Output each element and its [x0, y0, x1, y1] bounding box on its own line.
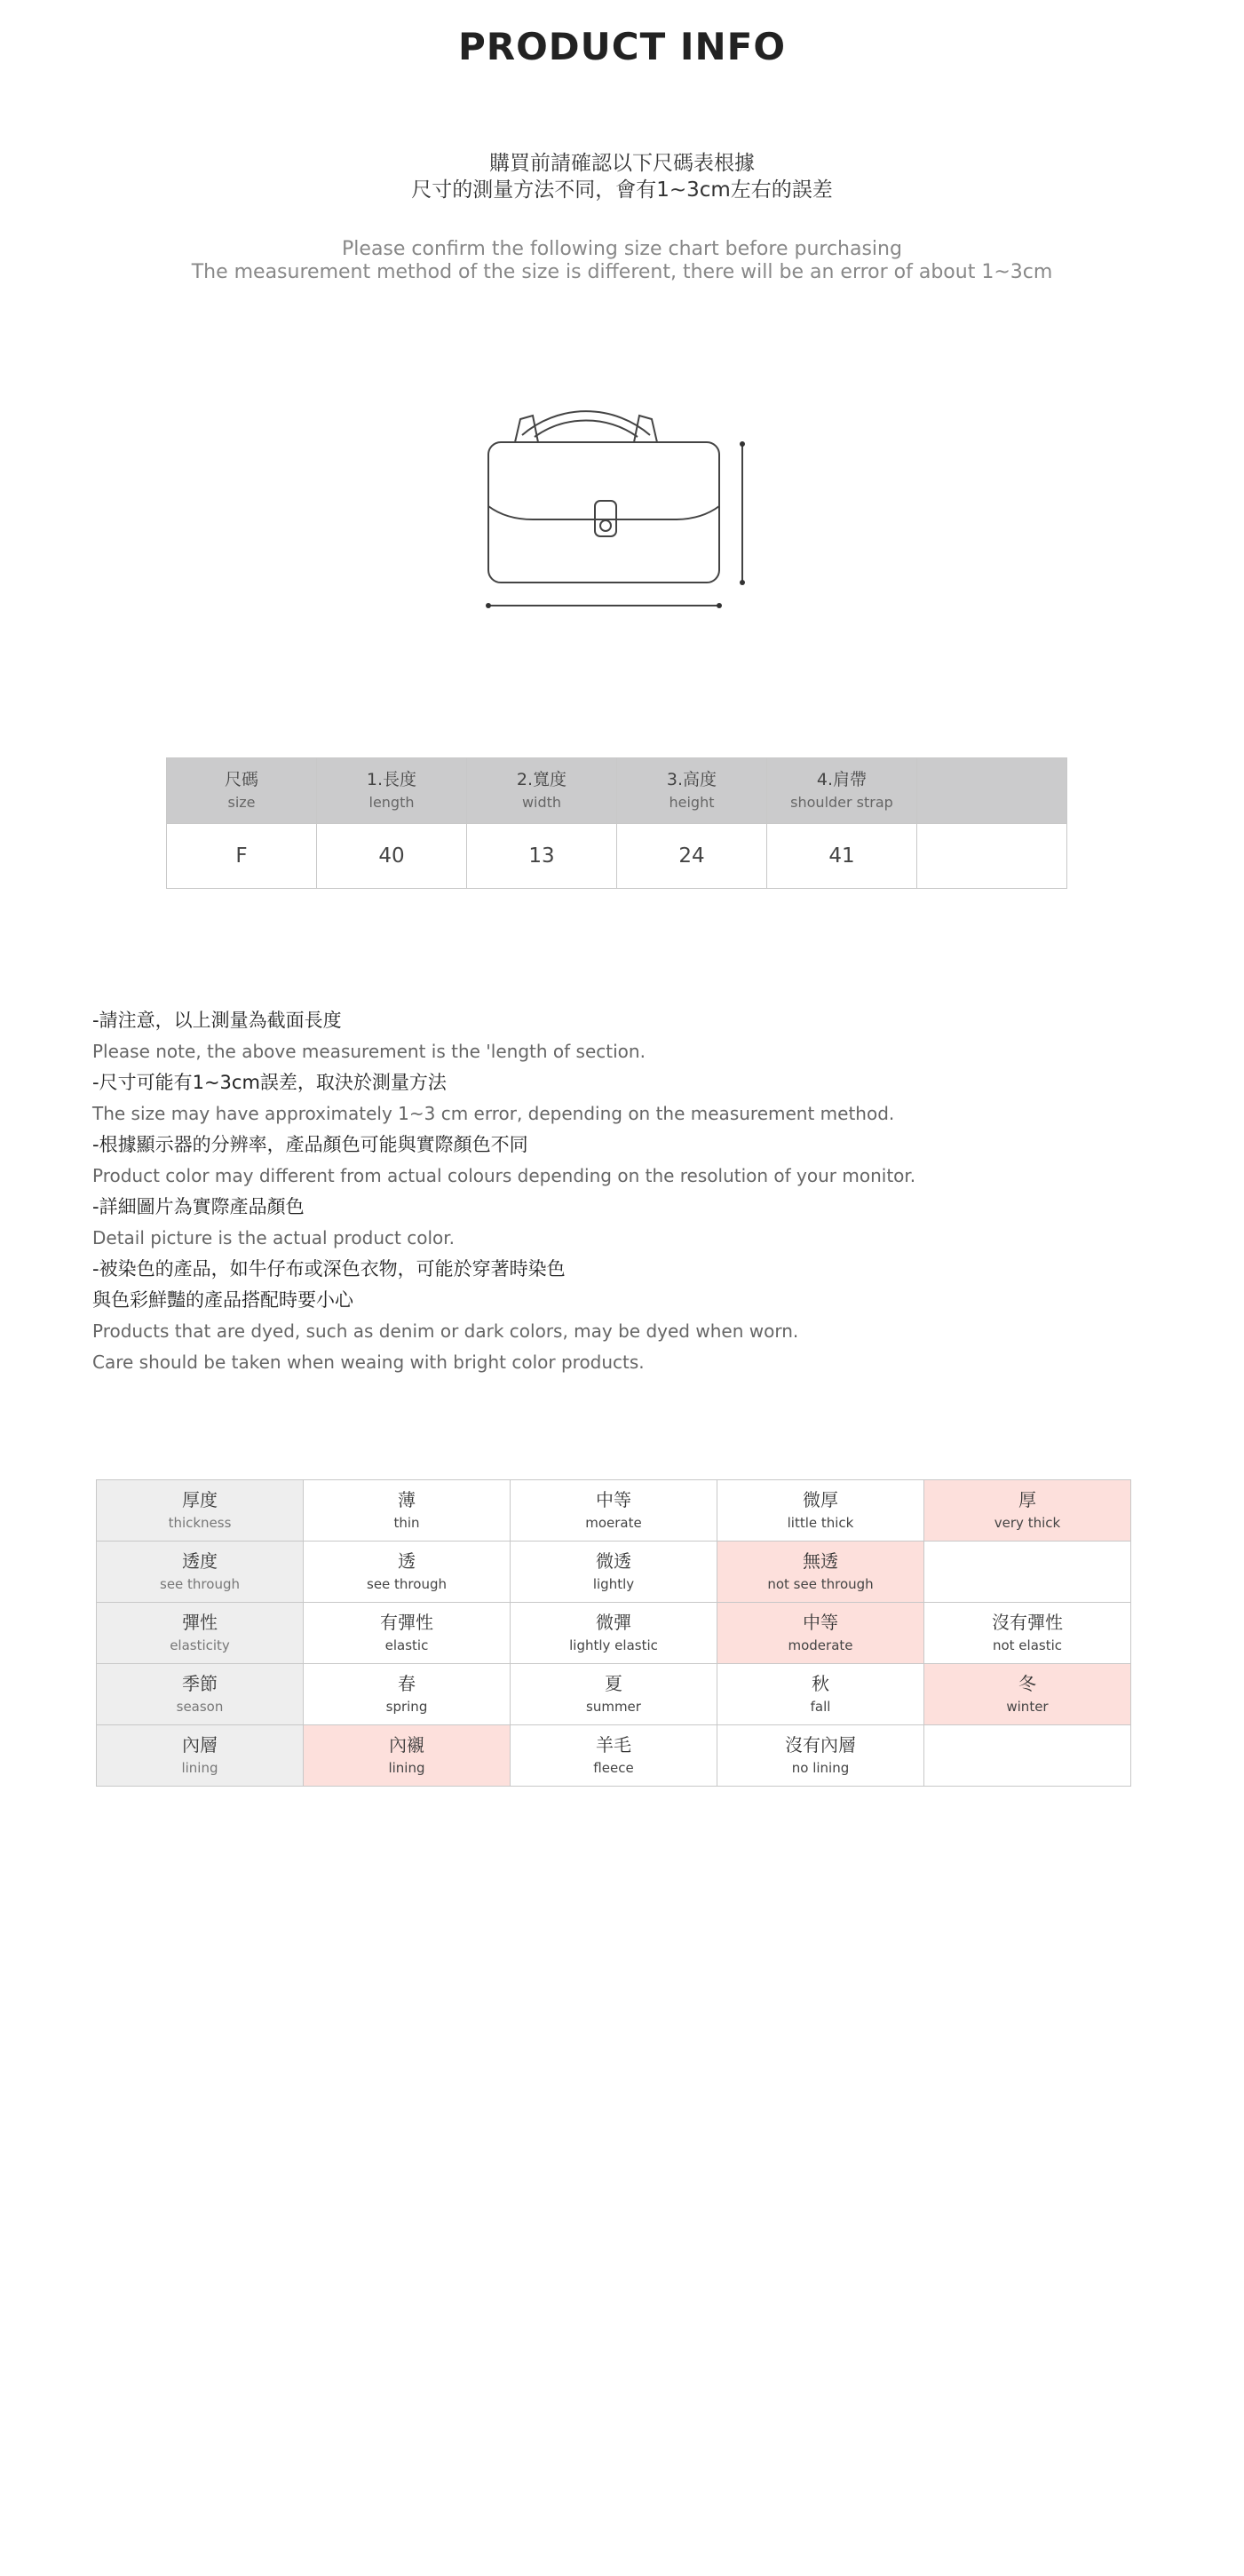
attribute-option-en: thin [393, 1515, 420, 1531]
note-line: Please note, the above measurement is the 'length of section. [92, 1041, 646, 1062]
attribute-option-en: moderate [788, 1637, 853, 1653]
attribute-option-en: moerate [585, 1515, 642, 1531]
attribute-option-zh: 有彈性 [380, 1612, 433, 1633]
attribute-option-cell [304, 1480, 511, 1542]
attribute-option-en: summer [586, 1699, 641, 1715]
attribute-option-zh: 內襯 [389, 1734, 424, 1756]
width-value-cell: 13 [467, 824, 617, 889]
attribute-option-zh: 羊毛 [596, 1734, 631, 1756]
attribute-option-zh: 中等 [596, 1489, 631, 1510]
attribute-option-cell [924, 1542, 1131, 1603]
attribute-option-zh: 夏 [605, 1673, 622, 1694]
attribute-option-cell [511, 1664, 717, 1725]
attribute-option-cell [924, 1603, 1131, 1664]
length-value-cell: 40 [317, 824, 467, 889]
attribute-label-zh: 厚度 [182, 1489, 218, 1510]
attribute-option-zh: 微透 [596, 1550, 631, 1572]
attribute-option-cell [511, 1542, 717, 1603]
note-line: -詳細圖片為實際產品顏色 [92, 1196, 305, 1217]
handle-connector-right [634, 416, 657, 442]
attribute-option-en: very thick [994, 1515, 1061, 1531]
attribute-label-en: see through [160, 1576, 240, 1592]
attribute-row-see-through [97, 1542, 1131, 1603]
bag-flap [488, 506, 719, 519]
intro-en-line-2: The measurement method of the size is different, there will be an error of about 1~3cm [191, 261, 1053, 283]
attribute-option-zh: 春 [398, 1673, 416, 1694]
attribute-option-cell [717, 1725, 924, 1787]
attribute-option-en: spring [385, 1699, 428, 1715]
attribute-option-cell-selected [717, 1603, 924, 1664]
note-line: -請注意，以上測量為截面長度 [92, 1010, 342, 1031]
shoulder-strap-value-cell: 41 [767, 824, 917, 889]
attribute-label-cell [97, 1480, 304, 1542]
attribute-option-zh: 秋 [812, 1673, 829, 1694]
attribute-option-cell [304, 1603, 511, 1664]
attribute-label-zh: 透度 [182, 1550, 218, 1572]
note-line: Detail picture is the actual product color. [92, 1227, 455, 1248]
attribute-option-cell-selected [924, 1664, 1131, 1725]
attribute-label-cell [97, 1603, 304, 1664]
intro-zh-line-2: 尺寸的測量方法不同，會有1~3cm左右的誤差 [411, 178, 833, 202]
empty-header-cell [917, 758, 1067, 824]
attribute-table [96, 1479, 1131, 1787]
bag-clasp-lock [600, 520, 611, 531]
attribute-row-season [97, 1664, 1131, 1725]
attribute-row-lining [97, 1725, 1131, 1787]
shoulder-strap-header-cell: 4.肩帶 shoulder strap [767, 758, 917, 824]
handle-connector-left [515, 416, 538, 442]
attribute-option-zh: 透 [398, 1550, 416, 1572]
attribute-option-en: little thick [787, 1515, 854, 1531]
attribute-option-en: fall [810, 1699, 831, 1715]
note-line: Product color may different from actual colours depending on the resolution of your monitor. [92, 1165, 916, 1186]
attribute-option-zh: 沒有內層 [785, 1734, 856, 1756]
empty-value-cell [917, 824, 1067, 889]
attribute-option-en: no lining [791, 1760, 850, 1776]
attribute-option-cell [304, 1664, 511, 1725]
attribute-option-en: not see through [767, 1576, 874, 1592]
attribute-option-en: lightly [592, 1576, 635, 1592]
attribute-row-elasticity [97, 1603, 1131, 1664]
attribute-option-en: winter [1006, 1699, 1049, 1715]
note-line: The size may have approximately 1~3 cm error, depending on the measurement method. [92, 1103, 895, 1124]
attribute-label-cell [97, 1725, 304, 1787]
size-table-row [167, 824, 1067, 889]
attribute-label-en: elasticity [170, 1637, 230, 1653]
size-value-cell: F [167, 824, 317, 889]
size-header-cell: 尺碼 size [167, 758, 317, 824]
attribute-option-en: lining [388, 1760, 425, 1776]
attribute-label-en: thickness [168, 1515, 232, 1531]
attribute-row-thickness [97, 1480, 1131, 1542]
attribute-label-en: season [176, 1699, 224, 1715]
attribute-option-cell-selected [304, 1725, 511, 1787]
notes-section [92, 1005, 1158, 1378]
height-value-cell: 24 [617, 824, 767, 889]
attribute-option-zh: 薄 [398, 1489, 416, 1510]
attribute-option-en: fleece [593, 1760, 634, 1776]
attribute-option-cell [304, 1542, 511, 1603]
attribute-option-en: see through [367, 1576, 447, 1592]
note-line: 與色彩鮮豔的產品搭配時要小心 [92, 1289, 353, 1311]
attribute-option-zh: 微彈 [596, 1612, 631, 1633]
note-line: Products that are dyed, such as denim or dark colors, may be dyed when worn. [92, 1320, 799, 1342]
height-header-cell: 3.高度 height [617, 758, 767, 824]
attribute-option-en: not elastic [992, 1637, 1063, 1653]
attribute-option-en: lightly elastic [569, 1637, 658, 1653]
attribute-label-zh: 季節 [182, 1673, 218, 1694]
attribute-option-zh: 冬 [1018, 1673, 1036, 1694]
length-header-cell: 1.長度 length [317, 758, 467, 824]
attribute-label-en: lining [181, 1760, 218, 1776]
note-line: -尺寸可能有1~3cm誤差，取決於測量方法 [92, 1072, 447, 1093]
width-header-cell: 2.寬度 width [467, 758, 617, 824]
attribute-option-cell [511, 1603, 717, 1664]
attribute-label-zh: 內層 [182, 1734, 218, 1756]
attribute-option-zh: 微厚 [803, 1489, 838, 1510]
attribute-option-en: elastic [384, 1637, 429, 1653]
size-table [166, 757, 1067, 889]
bag-handle-inner [535, 420, 638, 437]
handbag-measurement-diagram [462, 337, 781, 630]
intro-zh-line-1: 購買前請確認以下尺碼表根據 [489, 152, 755, 175]
attribute-option-cell [717, 1664, 924, 1725]
note-line: -被染色的產品，如牛仔布或深色衣物，可能於穿著時染色 [92, 1258, 566, 1280]
size-table-header-row [167, 758, 1067, 824]
note-line: Care should be taken when weaing with bright color products. [92, 1351, 645, 1373]
attribute-label-cell [97, 1542, 304, 1603]
attribute-label-zh: 彈性 [182, 1612, 218, 1633]
attribute-option-zh: 沒有彈性 [992, 1612, 1063, 1633]
attribute-option-cell [717, 1480, 924, 1542]
attribute-option-cell [511, 1480, 717, 1542]
attribute-option-zh: 無透 [803, 1550, 838, 1572]
attribute-option-zh: 厚 [1018, 1489, 1036, 1510]
page-title: PRODUCT INFO [457, 25, 787, 68]
note-line: -根據顯示器的分辨率，產品顏色可能與實際顏色不同 [92, 1134, 528, 1155]
attribute-option-cell [924, 1725, 1131, 1787]
attribute-label-cell [97, 1664, 304, 1725]
attribute-option-cell-selected [717, 1542, 924, 1603]
intro-en-line-1: Please confirm the following size chart before purchasing [342, 238, 902, 260]
attribute-option-cell-selected [924, 1480, 1131, 1542]
attribute-option-zh: 中等 [803, 1612, 838, 1633]
attribute-option-cell [511, 1725, 717, 1787]
bag-body [488, 442, 719, 583]
